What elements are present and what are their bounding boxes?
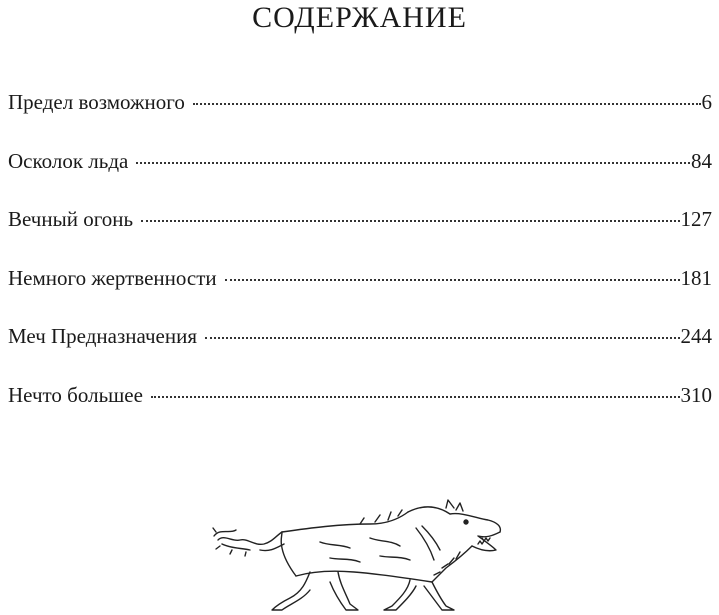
toc-entry-page: 310 (680, 382, 712, 407)
toc-entry-page: 244 (680, 324, 712, 348)
toc-leader-dots (141, 220, 679, 222)
toc-entry[interactable] (8, 90, 712, 149)
wolf-illustration (210, 498, 510, 615)
toc-leader-dots (136, 162, 690, 164)
toc-entry[interactable] (8, 383, 712, 442)
toc-entry-title: Предел возможного (8, 90, 185, 114)
toc-entry[interactable] (8, 324, 712, 383)
toc-leader-dots (205, 337, 680, 339)
table-of-contents (8, 90, 712, 441)
toc-entry-page: 127 (680, 207, 712, 231)
toc-leader-dots (151, 396, 680, 398)
toc-entry[interactable] (8, 207, 712, 266)
toc-entry[interactable] (8, 149, 712, 208)
toc-entry-page: 6 (701, 90, 712, 114)
toc-entry-title: Немного жертвенности (8, 265, 217, 290)
toc-entry-page: 181 (680, 265, 712, 290)
page-title: СОДЕРЖАНИЕ (252, 1, 467, 34)
toc-leader-dots (193, 103, 701, 105)
toc-entry-title: Осколок льда (8, 148, 129, 173)
toc-entry-title: Нечто большее (8, 382, 143, 407)
toc-entry[interactable] (8, 266, 712, 325)
toc-leader-dots (225, 279, 680, 281)
toc-entry-title: Меч Предназначения (8, 324, 197, 348)
toc-entry-page: 84 (691, 148, 712, 173)
toc-entry-title: Вечный огонь (8, 207, 134, 231)
